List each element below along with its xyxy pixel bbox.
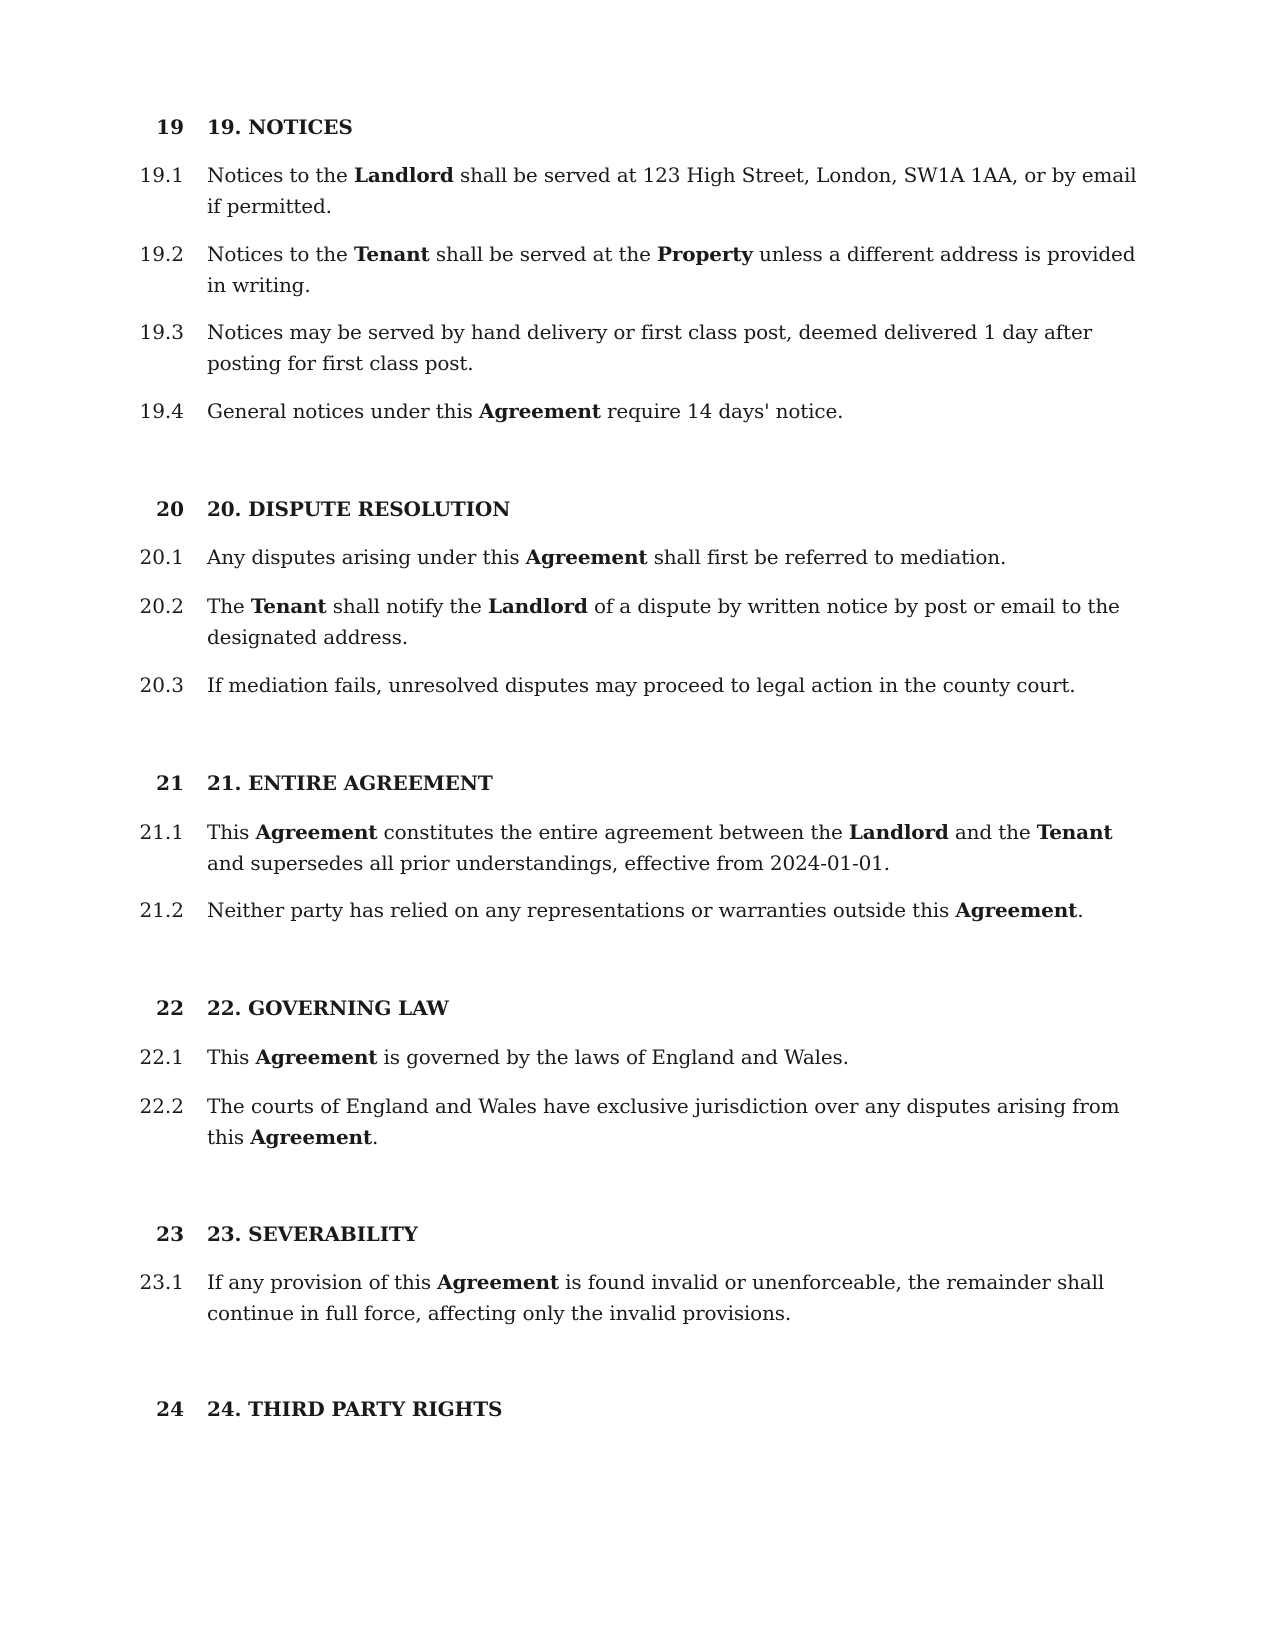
clause-text-run: is governed by the laws of England and Wales.: [377, 1045, 849, 1069]
defined-term: Tenant: [1036, 820, 1113, 844]
clause-number: 19.1: [139, 163, 184, 187]
clause-text: [207, 160, 1137, 222]
clause-text-run: shall first be referred to mediation.: [647, 545, 1007, 569]
defined-term: Agreement: [250, 1125, 372, 1149]
clause-text-run: and supersedes all prior understandings, effective from 2024-01-01.: [207, 851, 890, 875]
clause-text-run: The courts of England and Wales have exclusive jurisdiction over any disputes arising from this: [207, 1094, 1120, 1149]
clause-number: 19.2: [139, 242, 184, 266]
section-number: 21: [156, 771, 184, 795]
defined-term: Landlord: [848, 820, 949, 844]
section-title: 24. THIRD PARTY RIGHTS: [207, 1397, 503, 1421]
clause-text: [207, 817, 1137, 879]
clause-number: 19.3: [139, 320, 184, 344]
clause-number: 20.3: [139, 673, 184, 697]
section-number: 24: [156, 1397, 184, 1421]
clause-text: [207, 317, 1137, 379]
clause-number: 21.2: [139, 898, 184, 922]
defined-term: Agreement: [525, 545, 648, 569]
clause-number: 22.1: [139, 1045, 184, 1069]
section-number: 19: [156, 115, 184, 139]
clause-text: [207, 1091, 1137, 1153]
clause-number: 23.1: [139, 1270, 184, 1294]
defined-term: Tenant: [250, 594, 327, 618]
clause-text-run: .: [1077, 898, 1084, 922]
clause-text-run: Notices to the: [207, 242, 354, 266]
defined-term: Agreement: [255, 820, 378, 844]
clause-text-run: Any disputes arising under this: [207, 545, 526, 569]
section-title: 23. SEVERABILITY: [207, 1222, 418, 1246]
clause-text: [207, 1042, 1137, 1073]
clause-text-run: Notices to the: [207, 163, 354, 187]
clause-number: 19.4: [139, 399, 184, 423]
defined-term: Landlord: [487, 594, 588, 618]
section-title: 22. GOVERNING LAW: [207, 996, 449, 1020]
defined-term: Agreement: [955, 898, 1078, 922]
clause-number: 20.1: [139, 545, 184, 569]
clause-text-run: unless a different address is provided in writing.: [207, 242, 1136, 297]
clause-number: 21.1: [139, 820, 184, 844]
clause-text: [207, 239, 1137, 301]
clause-text-run: Notices may be served by hand delivery or first class post, deemed delivered 1 day after posting for first class post.: [207, 320, 1093, 375]
clause-number: 20.2: [139, 594, 184, 618]
clause-text-run: shall notify the: [326, 594, 488, 618]
clause-text-run: of a dispute by written notice by post or email to the designated address.: [207, 594, 1120, 649]
clause-text-run: constitutes the entire agreement between the: [377, 820, 849, 844]
section-number: 20: [156, 497, 184, 521]
clause-text-run: shall be served at 123 High Street, London, SW1A 1AA, or by email if permitted.: [207, 163, 1137, 218]
section-number: 22: [156, 996, 184, 1020]
defined-term: Agreement: [255, 1045, 378, 1069]
section-title: 21. ENTIRE AGREEMENT: [207, 771, 493, 795]
clause-text-run: .: [372, 1125, 379, 1149]
clause-text-run: This: [207, 820, 256, 844]
section-title: 19. NOTICES: [207, 115, 353, 139]
defined-term: Landlord: [353, 163, 454, 187]
clause-text-run: If any provision of this: [207, 1270, 438, 1294]
clause-text-run: is found invalid or unenforceable, the remainder shall continue in full force, affecting only the invalid provisions.: [207, 1270, 1105, 1325]
clause-text: [207, 396, 1137, 427]
clause-text-run: General notices under this: [207, 399, 479, 423]
defined-term: Property: [657, 242, 753, 266]
clause-text-run: Neither party has relied on any representations or warranties outside this: [207, 898, 956, 922]
clause-text: [207, 591, 1137, 653]
clause-text: [207, 670, 1137, 701]
clause-text-run: and the: [948, 820, 1037, 844]
clause-number: 22.2: [139, 1094, 184, 1118]
clause-text-run: This: [207, 1045, 256, 1069]
defined-term: Tenant: [353, 242, 430, 266]
section-number: 23: [156, 1222, 184, 1246]
clause-text-run: If mediation fails, unresolved disputes may proceed to legal action in the county court.: [207, 673, 1076, 697]
clause-text-run: shall be served at the: [429, 242, 657, 266]
clause-text: [207, 542, 1137, 573]
defined-term: Agreement: [437, 1270, 559, 1294]
defined-term: Agreement: [479, 399, 601, 423]
clause-text: [207, 1267, 1137, 1329]
clause-text: [207, 895, 1137, 926]
clause-text-run: The: [207, 594, 251, 618]
clause-text-run: require 14 days' notice.: [600, 399, 844, 423]
section-title: 20. DISPUTE RESOLUTION: [207, 497, 511, 521]
